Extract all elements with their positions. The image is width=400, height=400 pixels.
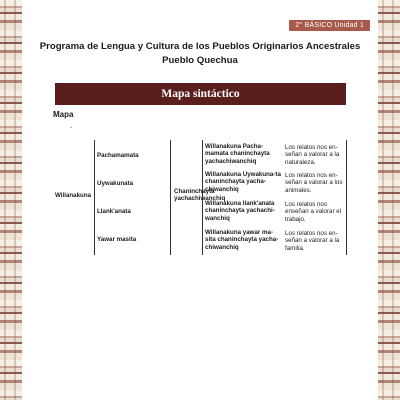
map-sentence-spanish: Los relatos nos en-señan a valorar a los animales.	[285, 172, 343, 194]
decorative-border-right	[378, 0, 400, 400]
bullet-dot: .	[70, 121, 73, 130]
syntactic-map	[52, 140, 348, 255]
map-theme-item: Llank'anata	[97, 208, 131, 215]
map-theme-item: Yawar masita	[97, 236, 137, 243]
map-verb-phrase: Chaninchayta yachachiwanchiq	[174, 188, 226, 203]
map-sentence-quechua: Willanakuna Pacha-mamata chaninchayta yachachiwanchiq	[205, 143, 270, 165]
map-theme-item: Pachamamata	[97, 152, 139, 159]
decorative-border-left	[0, 0, 22, 400]
map-sentence-spanish: Los relatos nos enseñan a valorar el trabajo.	[285, 201, 342, 223]
map-sentence-spanish: Los relatos nos en-señan a valorar a la naturaleza.	[285, 144, 340, 166]
section-banner: Mapa sintáctico	[55, 83, 346, 105]
map-sentence-spanish: Los relatos nos en-señan a valorar a la familia.	[285, 230, 340, 252]
map-root: Willanakuna	[55, 192, 92, 199]
unit-badge: 2° BÁSICO Unidad 1	[289, 20, 370, 31]
program-title: Programa de Lengua y Cultura de los Pueblos Originarios Ancestrales	[39, 41, 361, 52]
map-sentence-quechua: Willanakuna yawar ma-sita chaninchayta yacha-chiwanchiq	[205, 229, 279, 251]
map-sentence-quechua: Willanakuna Uywakuna-ta chaninchayta yacha-chiwanchiq	[205, 171, 281, 193]
map-sentence-quechua: Willanakuna llank'anata chaninchayta yachachi-wanchiq	[205, 200, 275, 222]
bracket-line-2	[170, 140, 171, 255]
map-theme-item: Uywakunata	[97, 180, 134, 187]
map-label: Mapa	[53, 110, 74, 119]
document-header	[30, 40, 370, 68]
people-subtitle: Pueblo Quechua	[162, 55, 238, 66]
